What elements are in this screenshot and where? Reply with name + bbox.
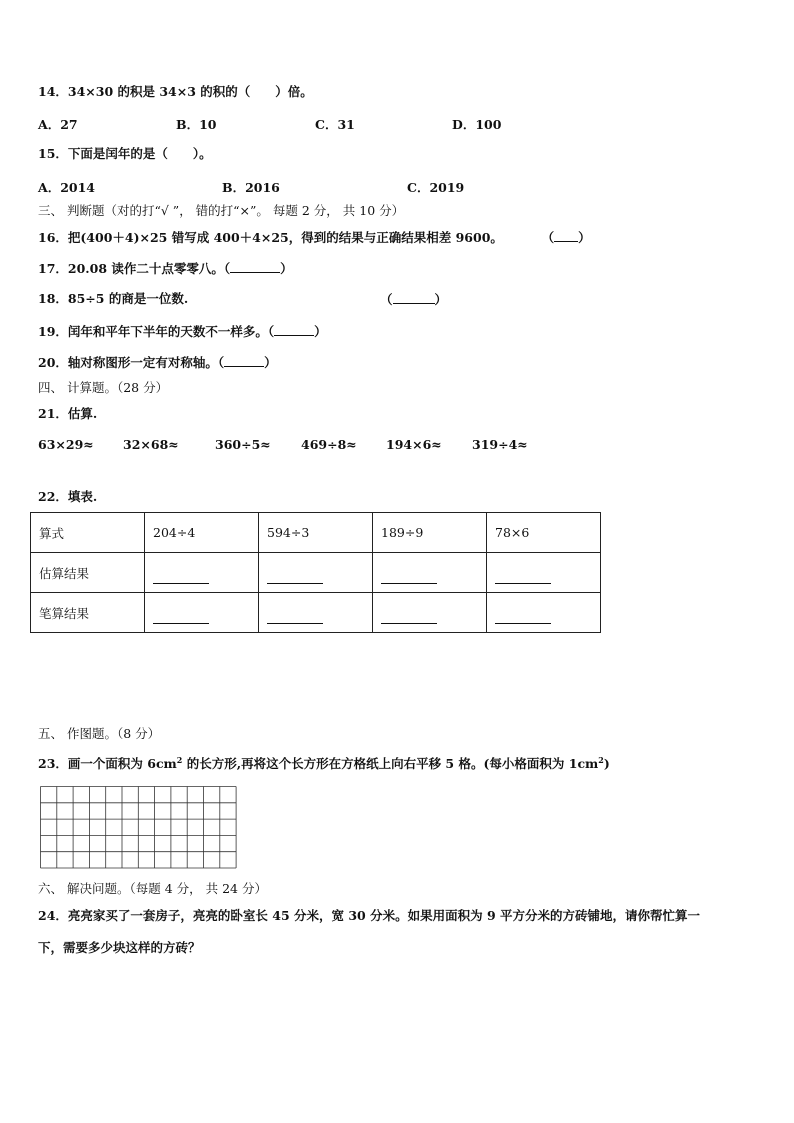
- question-20: [38, 354, 277, 371]
- fill-in-table: [30, 512, 601, 633]
- answer-cell[interactable]: [487, 553, 601, 593]
- q17-text: 17．20.08 读作二十点零零八。（: [38, 261, 231, 276]
- estimate-item: 32×68≈: [123, 437, 179, 452]
- q15-option-a: A．2014: [38, 180, 95, 195]
- question-18-text: 18．85÷5 的商是一位数.: [38, 291, 189, 306]
- estimate-item: 360÷5≈: [215, 437, 271, 452]
- q19-answer-blank[interactable]: [274, 323, 314, 336]
- q23-text-b: 的长方形,再将这个长方形在方格纸上向右平移 5 格。(每小格面积为 1cm: [182, 756, 599, 772]
- table-header-cell: 594÷3: [259, 513, 373, 553]
- estimate-item: 63×29≈: [38, 437, 94, 452]
- table-header-cell: 算式: [31, 513, 145, 553]
- q23-text-c: ): [603, 756, 610, 772]
- table-row: [31, 593, 601, 633]
- section-6-heading: 六、 解决问题。（每题 4 分， 共 24 分）: [38, 881, 267, 896]
- q20-text: 20．轴对称图形一定有对称轴。（: [38, 355, 225, 370]
- q18-paren-left: （: [380, 292, 393, 307]
- answer-cell[interactable]: [145, 553, 259, 593]
- table-row: [31, 553, 601, 593]
- question-18-answer: [380, 291, 447, 308]
- table-header-cell: 189÷9: [373, 513, 487, 553]
- estimate-item: 319÷4≈: [472, 437, 528, 452]
- question-14-stem: 14．34×30 的积是 34×3 的积的（ ）倍。: [38, 84, 313, 99]
- q16-text: 16．把(400＋4)×25 错写成 400＋4×25，得到的结果与正确结果相差 9600。: [38, 230, 503, 245]
- estimate-item: 469÷8≈: [301, 437, 357, 452]
- question-22-stem: 22．填表.: [38, 489, 98, 504]
- question-23: [38, 752, 610, 772]
- q18-answer-blank[interactable]: [393, 291, 435, 304]
- question-21-stem: 21．估算.: [38, 406, 98, 421]
- q14-option-c: C．31: [315, 117, 355, 132]
- q14-option-b: B．10: [176, 117, 217, 132]
- question-24-line-1: 24．亮亮家买了一套房子，亮亮的卧室长 45 分米，宽 30 分米。如果用面积为 9 平方分米的方砖铺地，请你帮忙算一: [38, 908, 700, 923]
- question-15-stem: 15．下面是闰年的是（ ）。: [38, 146, 212, 161]
- q23-superscript-b: 2: [598, 755, 604, 765]
- answer-cell[interactable]: [373, 553, 487, 593]
- estimate-item: 194×6≈: [386, 437, 442, 452]
- q20-answer-blank[interactable]: [224, 354, 264, 367]
- answer-cell[interactable]: [259, 593, 373, 633]
- q17-answer-blank[interactable]: [230, 260, 280, 273]
- q23-text-a: 23．画一个面积为 6cm: [38, 756, 177, 772]
- q16-answer-blank[interactable]: [554, 229, 578, 242]
- table-header-cell: 204÷4: [145, 513, 259, 553]
- q14-option-d: D．100: [452, 117, 502, 132]
- answer-cell[interactable]: [145, 593, 259, 633]
- answer-cell[interactable]: [487, 593, 601, 633]
- q15-option-b: B．2016: [222, 180, 280, 195]
- row-label-written: 笔算结果: [31, 593, 145, 633]
- q20-paren-right: ）: [264, 355, 277, 370]
- q15-option-c: C．2019: [407, 180, 465, 195]
- q19-text: 19．闰年和平年下半年的天数不一样多。（: [38, 324, 275, 339]
- square-grid[interactable]: [40, 786, 240, 870]
- answer-cell[interactable]: [373, 593, 487, 633]
- section-4-heading: 四、 计算题。（28 分）: [38, 380, 169, 395]
- q19-paren-right: ）: [314, 324, 327, 339]
- row-label-estimate: 估算结果: [31, 553, 145, 593]
- q16-paren-left: （: [541, 230, 555, 245]
- answer-cell[interactable]: [259, 553, 373, 593]
- q17-paren-right: ）: [280, 261, 293, 276]
- q23-superscript-a: 2: [176, 755, 183, 765]
- section-5-heading: 五、 作图题。（8 分）: [38, 726, 161, 741]
- question-24-line-2: 下，需要多少块这样的方砖？: [38, 940, 201, 955]
- table-header-cell: 78×6: [487, 513, 601, 553]
- question-17: [38, 260, 293, 277]
- question-16: [38, 229, 591, 246]
- table-header-row: [31, 513, 601, 553]
- section-3-heading: 三、 判断题（对的打“√ ”， 错的打“×”。 每题 2 分， 共 10 分）: [38, 203, 405, 218]
- q18-paren-right: ）: [434, 292, 448, 307]
- q16-paren-right: ）: [578, 230, 591, 245]
- q14-option-a: A．27: [38, 117, 78, 132]
- question-19: [38, 323, 327, 340]
